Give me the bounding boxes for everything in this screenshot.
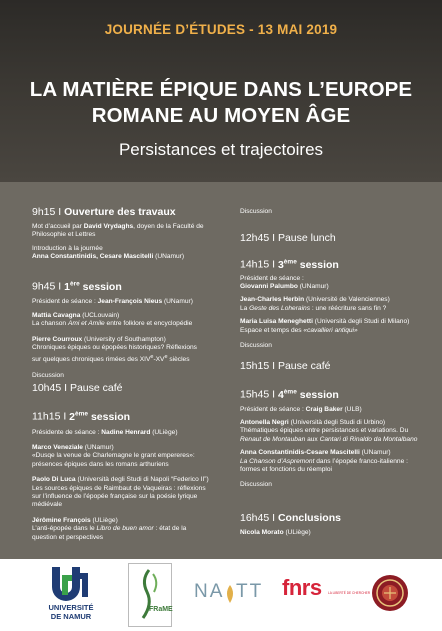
speaker-name: Maria Luisa Meneghetti bbox=[240, 318, 313, 326]
session-3-word: session bbox=[296, 258, 339, 271]
chair-affil: (UNamur) bbox=[297, 282, 329, 290]
chair-affil: (UNamur) bbox=[162, 297, 193, 305]
speaker-affil: (UCLouvain) bbox=[80, 311, 120, 319]
session-3-chair bbox=[240, 283, 430, 291]
talk-title-part: La bbox=[240, 304, 250, 312]
talk-title-part: L’anti-épopée dans le bbox=[32, 525, 97, 533]
talk-title-line: formes et fonctions du réemploi bbox=[240, 465, 332, 473]
conclusions-time: 16h45 I bbox=[240, 512, 278, 524]
talk-title-italic: La Chanson d’Aspremont bbox=[240, 457, 315, 465]
talk-title-line: médiévale bbox=[32, 501, 63, 509]
unamur-logo bbox=[40, 563, 102, 627]
talk-title-part: Espace et temps des bbox=[240, 326, 304, 334]
session-1-chair bbox=[32, 298, 232, 306]
session-2-time: 11h15 I bbox=[32, 410, 70, 423]
talk-constantinidis-mascitelli bbox=[240, 449, 430, 474]
welcome-text: Mot d’accueil par bbox=[32, 223, 84, 230]
program-section bbox=[0, 182, 442, 559]
seal-emblem-icon bbox=[370, 571, 410, 615]
talk-herbin bbox=[240, 296, 430, 313]
session-3-discussion: Discussion bbox=[240, 341, 272, 349]
session-3-heading bbox=[240, 256, 430, 271]
unamur-word-1: UNIVERSITÉ bbox=[48, 603, 94, 612]
session-2-heading bbox=[32, 408, 232, 423]
welcome-line bbox=[32, 223, 232, 231]
speaker-name: Jérômine François bbox=[32, 516, 91, 524]
century-sup: e bbox=[164, 353, 168, 360]
frame-mark-icon bbox=[129, 564, 171, 626]
naltt-wordmark-b: TT bbox=[236, 581, 264, 602]
session-2-sup: ème bbox=[75, 410, 89, 417]
chair-label: Président de séance : bbox=[240, 405, 306, 413]
talk-title-line: présences épiques dans les romans arthuriens bbox=[32, 460, 169, 468]
faculty-line: Philosophie et Lettres bbox=[32, 231, 96, 239]
talk-title-line: question et perspectives bbox=[32, 533, 104, 541]
chair-label: Président de séance : bbox=[240, 274, 304, 282]
talk-title-part: : état de la bbox=[153, 525, 187, 533]
partner-logos bbox=[0, 559, 442, 631]
speaker-affil: (Université de Valenciennes) bbox=[304, 296, 390, 304]
talk-cavagna bbox=[32, 312, 232, 329]
poster-subtitle: Persistances et trajectoires bbox=[118, 140, 324, 159]
poster-title bbox=[0, 77, 442, 129]
talk-title-italic: Libro de buen amor bbox=[96, 525, 154, 533]
session-2-block bbox=[32, 408, 232, 542]
talk-title-line: sur l’influence de l’épopée française sur la poésie lyrique bbox=[32, 492, 198, 500]
intro-line: Introduction à la journée bbox=[32, 244, 103, 252]
session-4-time: 15h45 I bbox=[240, 388, 278, 401]
talk-title-line bbox=[32, 353, 232, 365]
talk-title-part: La chanson bbox=[32, 320, 68, 328]
talk-meneghetti bbox=[240, 318, 430, 335]
opening-heading bbox=[32, 206, 232, 218]
talk-title-part: dans l’épopée franco-italienne : bbox=[314, 457, 408, 465]
session-2-num: 2 bbox=[69, 410, 76, 423]
speaker-affil: (University of Southampton) bbox=[82, 335, 166, 343]
talk-title-part: siècles bbox=[167, 355, 190, 363]
chair-name: Nadine Henrard bbox=[101, 428, 151, 436]
session-4-block bbox=[240, 386, 430, 490]
fnrs-wordmark: fnrs bbox=[282, 575, 322, 600]
talk-title-line: Chroniques épiques ou épopées historiques? Réflexions bbox=[32, 344, 197, 352]
talk-title-line: «Dusqe la venue de Charlemagne le grant empereres»: bbox=[32, 452, 195, 460]
session-1-block bbox=[32, 278, 232, 381]
speaker-name: Antonella Negri bbox=[240, 418, 289, 426]
event-date-banner: JOURNÉE D’ÉTUDES - 13 MAI 2019 bbox=[104, 22, 338, 37]
talk-title-italic: Renaut de Montauban bbox=[240, 435, 306, 443]
speaker-name: Marco Veneziale bbox=[32, 443, 83, 451]
opening-block bbox=[32, 206, 232, 262]
seal-logo bbox=[370, 571, 410, 615]
talk-title-line: Thématiques épiques entre persistances et variations. Du bbox=[240, 427, 409, 435]
session-2-title bbox=[69, 411, 130, 423]
session-3-num: 3 bbox=[277, 258, 284, 271]
talk-title-part: -XV bbox=[153, 355, 165, 363]
session-1-heading bbox=[32, 278, 232, 293]
conclusions-block bbox=[240, 512, 430, 537]
century-sup: e bbox=[150, 353, 154, 360]
poster-header bbox=[0, 0, 442, 182]
talk-title-italic: «cavallieri antiqui» bbox=[303, 326, 358, 334]
dean-name: David Vrydaghs bbox=[83, 223, 134, 230]
talk-title-italic: Cantari di Rinaldo da Montalbano bbox=[319, 435, 418, 443]
speaker-affil: (Università degli Studi di Milano) bbox=[312, 318, 410, 326]
speaker-affil: (ULiège) bbox=[283, 529, 311, 536]
talk-courroux bbox=[32, 336, 232, 364]
intro-speakers bbox=[32, 253, 232, 261]
session-4-title bbox=[278, 389, 339, 401]
talk-title-italic: Ami et Amile bbox=[67, 320, 105, 328]
chair-name: Craig Baker bbox=[305, 405, 343, 413]
talk-di-luca bbox=[32, 476, 232, 510]
speaker-name: Anna Constantinidis-Cesare Mascitelli bbox=[240, 449, 360, 457]
session-1-sup: ère bbox=[69, 280, 80, 287]
session-1-word: session bbox=[79, 280, 122, 293]
session-4-word: session bbox=[296, 388, 339, 401]
speaker-affil: (Università degli Studi di Urbino) bbox=[288, 418, 386, 426]
title-line-1: LA MATIÈRE ÉPIQUE DANS L’EUROPE bbox=[29, 78, 413, 101]
speaker-name: Mattia Cavagna bbox=[32, 311, 81, 319]
talk-title-part: entre folklore et encyclopédie bbox=[104, 320, 193, 328]
naltt-leaf-icon bbox=[223, 583, 237, 605]
lunch-break: 12h45 I Pause lunch bbox=[240, 232, 336, 244]
session-4-discussion: Discussion bbox=[240, 481, 272, 489]
session-1-discussion: Discussion bbox=[32, 372, 64, 380]
conclusions-heading bbox=[240, 512, 430, 524]
unamur-mark-icon bbox=[48, 563, 94, 601]
opening-title: Ouverture des travaux bbox=[64, 206, 176, 218]
talk-title-part: : une réécriture sans fin ? bbox=[310, 304, 387, 312]
conclusions-title: Conclusions bbox=[277, 512, 341, 524]
speaker-affil: (Università degli Studi di Napoli “Federico II”) bbox=[75, 476, 209, 484]
session-3-time: 14h15 I bbox=[240, 258, 278, 271]
talk-negri bbox=[240, 419, 430, 444]
speaker-name: Jean-Charles Herbin bbox=[240, 296, 305, 304]
unamur-word-2: DE NAMUR bbox=[50, 612, 92, 621]
speaker-name: Nicola Morato bbox=[240, 529, 284, 536]
opening-time: 9h15 I bbox=[32, 206, 65, 218]
session-1-title bbox=[64, 281, 122, 293]
session-2-discussion: Discussion bbox=[240, 208, 272, 215]
speaker-affil: (UNamur) bbox=[359, 449, 391, 457]
session-3-title bbox=[278, 259, 339, 271]
conclusions-speaker bbox=[240, 529, 430, 537]
talk-veneziale bbox=[32, 444, 232, 469]
session-4-sup: ème bbox=[283, 388, 297, 395]
naltt-wordmark-a: NA bbox=[194, 581, 225, 602]
session-1-time: 9h45 I bbox=[32, 280, 65, 293]
speaker-affil: (UNamur) bbox=[82, 443, 114, 451]
chair-name: Giovanni Palumbo bbox=[240, 282, 298, 290]
dean-role: , doyen de la Faculté de bbox=[133, 223, 204, 230]
fnrs-tagline: LA LIBERTÉ DE CHERCHER bbox=[328, 591, 371, 595]
coffee-break-2: 15h15 I Pause café bbox=[240, 360, 331, 372]
speaker-name: Paolo Di Luca bbox=[32, 476, 76, 484]
chair-affil: (ULB) bbox=[342, 405, 362, 413]
session-2-word: session bbox=[88, 410, 131, 423]
title-line-2: ROMANE AU MOYEN ÂGE bbox=[91, 104, 351, 127]
session-4-num: 4 bbox=[277, 388, 284, 401]
talk-title-part: aux bbox=[305, 435, 320, 443]
chair-label: Président de séance : bbox=[32, 297, 98, 305]
intro-speaker-names: Anna Constantinidis, Cesare Mascitelli bbox=[32, 253, 154, 261]
fnrs-logo bbox=[280, 573, 371, 617]
speaker-name: Pierre Courroux bbox=[32, 335, 83, 343]
unamur-wordmark bbox=[40, 603, 102, 621]
chair-affil: (ULiège) bbox=[150, 428, 178, 436]
session-4-chair bbox=[240, 406, 430, 414]
session-2-chair bbox=[32, 429, 232, 437]
session-4-heading bbox=[240, 386, 430, 401]
frame-logo bbox=[128, 563, 172, 627]
chair-name: Jean-François Nieus bbox=[97, 297, 163, 305]
talk-title-line: Les sources épiques de Raimbaut de Vaqueiras : réflexions bbox=[32, 484, 206, 492]
speaker-affil: (ULiège) bbox=[90, 516, 118, 524]
intro-speaker-affil: (UNamur) bbox=[153, 253, 185, 261]
session-1-num: 1 bbox=[64, 280, 70, 293]
coffee-break-1: 10h45 I Pause café bbox=[32, 382, 123, 394]
naltt-logo bbox=[194, 581, 264, 611]
talk-title-italic: Geste des Loherains bbox=[249, 304, 311, 312]
frame-wordmark: FRaME bbox=[149, 606, 173, 613]
talk-francois bbox=[32, 517, 232, 542]
session-3-sup: ème bbox=[283, 258, 297, 265]
session-3-block bbox=[240, 256, 430, 350]
chair-label: Présidente de séance : bbox=[32, 428, 102, 436]
talk-title-part: sur quelques chroniques rimées des XIV bbox=[32, 355, 151, 363]
